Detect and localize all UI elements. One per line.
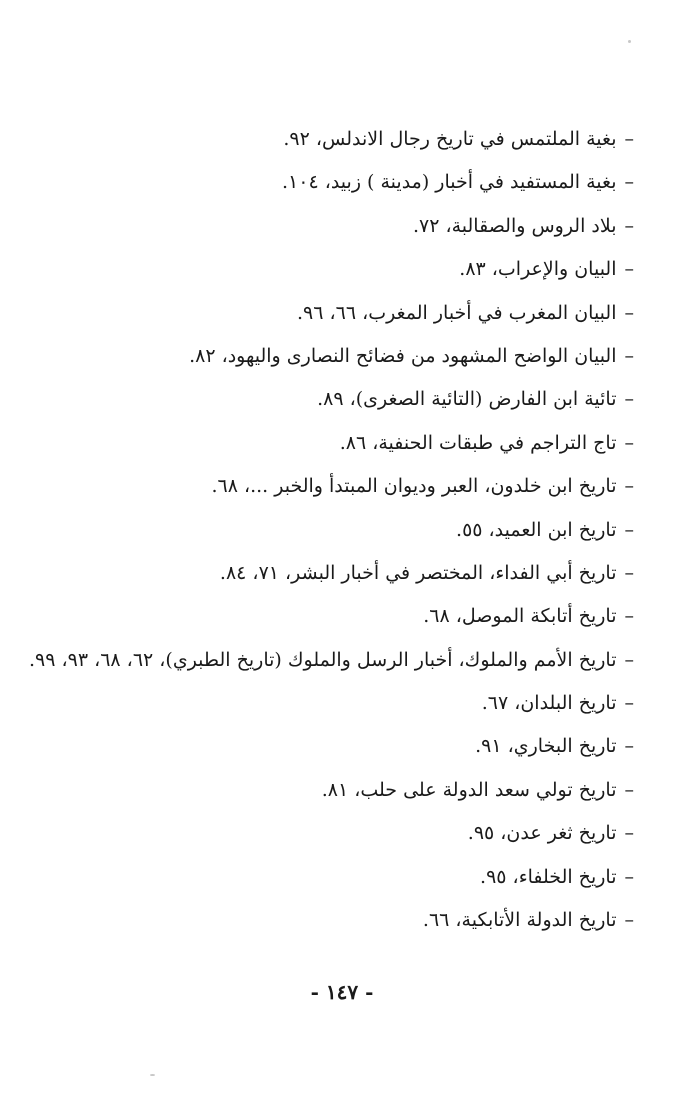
entry-dash: – [624, 735, 634, 758]
entry-dash: – [624, 822, 634, 845]
entry-text: تاج التراجم في طبقات الحنفية، ٨٦. [339, 431, 617, 454]
entry-text: بغية المستفيد في أخبار (مدينة ) زبيد، ١٠٤. [281, 171, 617, 194]
entry-dash: – [624, 344, 634, 367]
entry-text: تائية ابن الفارض (التائية الصغرى)، ٨٩. [317, 388, 617, 411]
entry-dash: – [624, 865, 634, 888]
entry-text: تاريخ أبي الفداء، المختصر في أخبار البشر، ٧١، ٨٤. [219, 561, 617, 584]
scan-speck [628, 40, 631, 43]
index-entry [34, 725, 634, 768]
index-entry [34, 205, 634, 248]
entry-dash: – [624, 648, 634, 671]
entry-text: البيان والإعراب، ٨٣. [459, 258, 617, 281]
index-entry [34, 248, 634, 291]
entry-text: تاريخ الدولة الأتابكية، ٦٦. [422, 909, 617, 932]
entry-text: بلاد الروس والصقالبة، ٧٢. [412, 214, 617, 237]
entry-dash: – [624, 605, 634, 628]
entry-dash: – [624, 258, 634, 281]
index-entry [34, 292, 634, 335]
scan-speck [150, 1074, 155, 1076]
index-entry [34, 769, 634, 812]
entry-text: تاريخ ابن خلدون، العبر وديوان المبتدأ والخبر ...، ٦٨. [211, 475, 617, 498]
entry-dash: – [624, 128, 634, 150]
entry-text: تاريخ ثغر عدن، ٩٥. [467, 822, 617, 845]
index-entry-list [28, 118, 634, 942]
index-entry [34, 595, 634, 638]
entry-dash: – [624, 301, 634, 324]
index-entry [34, 812, 634, 855]
entry-text: تاريخ ابن العميد، ٥٥. [456, 518, 617, 541]
entry-dash: – [624, 561, 634, 584]
entry-dash: – [624, 518, 634, 541]
entry-text: تاريخ أتابكة الموصل، ٦٨. [423, 605, 617, 628]
entry-dash: – [624, 475, 634, 498]
index-entry [34, 856, 634, 899]
index-entry [34, 118, 634, 161]
index-entry [34, 335, 634, 378]
index-entry [34, 161, 634, 204]
entry-dash: – [624, 778, 634, 801]
entry-dash: – [624, 388, 634, 411]
entry-dash: – [624, 214, 634, 237]
index-entry [28, 639, 634, 682]
entry-dash: – [624, 171, 634, 194]
index-entry [34, 509, 634, 552]
index-entry [34, 465, 634, 508]
entry-dash: – [624, 692, 634, 715]
index-entry [34, 552, 634, 595]
entry-dash: – [624, 909, 634, 932]
entry-text: تاريخ الأمم والملوك، أخبار الرسل والملوك (تاريخ الطبري)، ٦٢، ٦٨، ٩٣، ٩٩. [28, 648, 617, 671]
entry-text: بغية الملتمس في تاريخ رجال الاندلس، ٩٢. [283, 128, 617, 150]
entry-text: تاريخ البلدان، ٦٧. [481, 692, 617, 715]
index-entry [34, 422, 634, 465]
entry-text: تاريخ تولي سعد الدولة على حلب، ٨١. [321, 778, 617, 801]
entry-text: البيان الواضح المشهود من فضائح النصارى واليهود، ٨٢. [189, 344, 617, 367]
index-entry [34, 378, 634, 421]
page-number: - ١٤٧ - [310, 980, 374, 1004]
entry-text: البيان المغرب في أخبار المغرب، ٦٦، ٩٦. [297, 301, 617, 324]
entry-text: تاريخ البخاري، ٩١. [475, 735, 617, 758]
entry-text: تاريخ الخلفاء، ٩٥. [480, 865, 617, 888]
entry-dash: – [624, 431, 634, 454]
index-entry [34, 899, 634, 942]
index-entry [34, 682, 634, 725]
